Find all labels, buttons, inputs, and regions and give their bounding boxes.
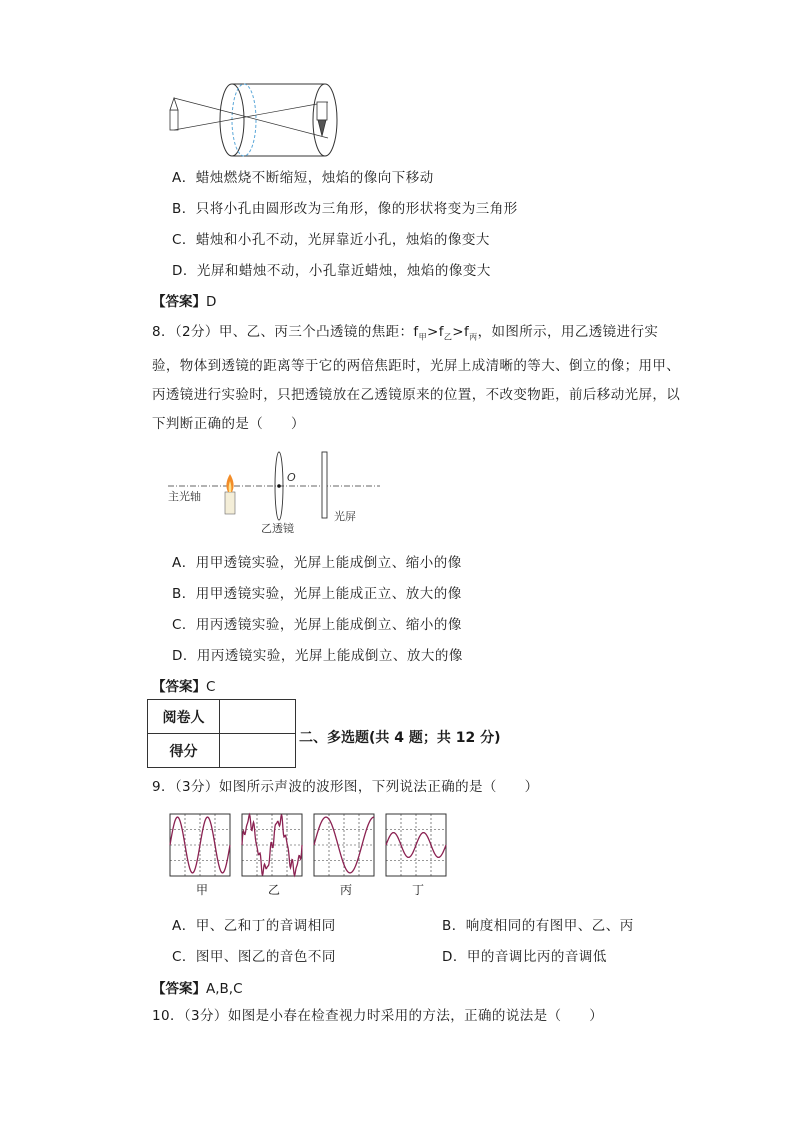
q9-option-a: A．甲、乙和丁的音调相同 bbox=[172, 918, 336, 934]
candle-icon bbox=[170, 98, 178, 130]
wave-label-ding: 丁 bbox=[411, 883, 424, 897]
answer-label: 【答案】 bbox=[152, 981, 206, 997]
answer-label: 【答案】 bbox=[152, 679, 206, 695]
q8-answer bbox=[152, 675, 215, 695]
answer-value: D bbox=[206, 294, 217, 310]
q7-answer bbox=[152, 290, 216, 310]
pinhole-camera-figure bbox=[160, 80, 350, 160]
q8-line-2: 验，物体到透镜的距离等于它的两倍焦距时，光屏上成清晰的等大、倒立的像；用甲、 bbox=[152, 357, 681, 374]
answer-value: C bbox=[206, 679, 216, 695]
wave-label-bing: 丙 bbox=[339, 883, 352, 897]
wave-label-jia: 甲 bbox=[195, 883, 208, 897]
score-cell bbox=[220, 734, 296, 768]
q7-option-d: D．光屏和蜡烛不动，小孔靠近蜡烛，烛焰的像变大 bbox=[172, 263, 491, 279]
q8-option-d: D．用丙透镜实验，光屏上能成倒立、放大的像 bbox=[172, 648, 463, 664]
answer-value: A,B,C bbox=[206, 981, 243, 997]
q7-option-a: A．蜡烛燃烧不断缩短，烛焰的像向下移动 bbox=[172, 170, 434, 186]
score-label: 得分 bbox=[148, 734, 220, 768]
q9-stem: 9．（3分）如图所示声波的波形图，下列说法正确的是（ ） bbox=[152, 779, 539, 795]
screen-label: 光屏 bbox=[334, 510, 356, 523]
q8-line-4: 下判断正确的是（ ） bbox=[152, 415, 305, 432]
waveform-figure bbox=[168, 812, 458, 880]
waveform-panel-yi bbox=[242, 814, 302, 876]
q8-option-c: C．用丙透镜实验，光屏上能成倒立、缩小的像 bbox=[172, 617, 462, 633]
grader-label: 阅卷人 bbox=[148, 700, 220, 734]
q7-option-b: B．只将小孔由圆形改为三角形，像的形状将变为三角形 bbox=[172, 201, 518, 217]
waveform-panel-ding bbox=[386, 814, 446, 876]
wave-label-yi: 乙 bbox=[267, 883, 280, 897]
q9-option-d: D．甲的音调比丙的音调低 bbox=[442, 949, 607, 965]
q8-option-b: B．用甲透镜实验，光屏上能成正立、放大的像 bbox=[172, 586, 462, 602]
q9-option-c: C．图甲、图乙的音色不同 bbox=[172, 949, 336, 965]
q7-option-c: C．蜡烛和小孔不动，光屏靠近小孔，烛焰的像变大 bbox=[172, 232, 490, 248]
screen-icon bbox=[322, 452, 327, 518]
q8-option-a: A．用甲透镜实验，光屏上能成倒立、缩小的像 bbox=[172, 555, 462, 571]
candle-flame-icon bbox=[225, 474, 235, 514]
waveform-panel-jia bbox=[170, 814, 230, 876]
score-table bbox=[147, 699, 296, 768]
q8-line-3: 丙透镜进行实验时，只把透镜放在乙透镜原来的位置，不改变物距，前后移动光屏，以 bbox=[152, 386, 681, 403]
waveform-panel-bing bbox=[314, 814, 374, 876]
q8-line-1: 8．（2分）甲、乙、丙三个凸透镜的焦距：$f_甲>f_乙>f_丙$，如图所示，用乙透镜进行实 bbox=[152, 324, 659, 342]
q9-option-b: B．响度相同的有图甲、乙、丙 bbox=[442, 918, 634, 934]
section-title: 二、多选题(共 4 题；共 12 分) bbox=[299, 730, 501, 746]
axis-label: 主光轴 bbox=[168, 490, 201, 503]
inverted-image-icon bbox=[317, 102, 327, 136]
grader-cell bbox=[220, 700, 296, 734]
q10-stem: 10．（3分）如图是小春在检查视力时采用的方法，正确的说法是（ ） bbox=[152, 1008, 604, 1024]
optical-center-label: O bbox=[287, 471, 296, 484]
q8-stem bbox=[152, 318, 712, 439]
lens-label: 乙透镜 bbox=[261, 522, 294, 535]
answer-label: 【答案】 bbox=[152, 294, 206, 310]
q9-answer bbox=[152, 977, 243, 997]
